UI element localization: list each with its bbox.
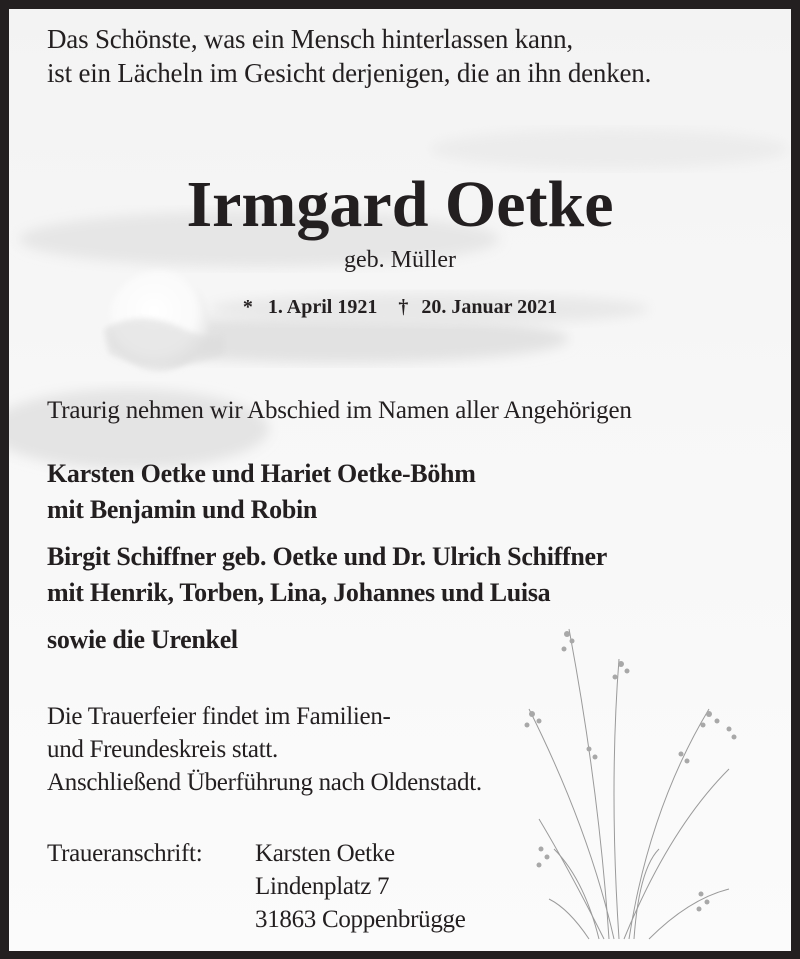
birth-name: geb. Müller: [344, 247, 456, 273]
deceased-name: Irmgard Oetke: [186, 168, 614, 241]
mourner-line: Birgit Schiffner geb. Oetke und Dr. Ulrich Schiffner: [47, 542, 607, 571]
birth-star-icon: *: [242, 296, 253, 318]
mourner-line: mit Henrik, Torben, Lina, Johannes und Luisa: [47, 578, 551, 607]
quote-line-2: ist ein Lächeln im Gesicht derjenigen, die an ihn denken.: [47, 58, 652, 88]
death-date: 20. Januar 2021: [421, 296, 558, 318]
sun-icon: [104, 271, 224, 371]
address-label: Traueranschrift:: [47, 840, 203, 867]
life-dates: [9, 296, 791, 319]
address-street: Lindenplatz 7: [255, 873, 390, 900]
birth-date: 1. April 1921: [267, 296, 378, 318]
address-name: Karsten Oetke: [255, 840, 395, 867]
intro-text: Traurig nehmen wir Abschied im Namen aller Angehörigen: [47, 397, 632, 424]
death-cross-icon: †: [398, 296, 409, 318]
mourner-line: Karsten Oetke und Hariet Oetke-Böhm: [47, 459, 476, 488]
mourner-line: mit Benjamin und Robin: [47, 495, 318, 524]
obituary-card: [9, 9, 791, 951]
service-line-3: Anschließend Überführung nach Oldenstadt.: [47, 769, 482, 796]
service-line-1: Die Trauerfeier findet im Familien-: [47, 703, 391, 730]
quote-line-1: Das Schönste, was ein Mensch hinterlassen kann,: [47, 24, 573, 54]
mourner-line: sowie die Urenkel: [47, 625, 238, 654]
grass-icon: [525, 629, 737, 939]
service-line-2: und Freundeskreis statt.: [47, 736, 278, 763]
address-city: 31863 Coppenbrügge: [255, 906, 466, 933]
